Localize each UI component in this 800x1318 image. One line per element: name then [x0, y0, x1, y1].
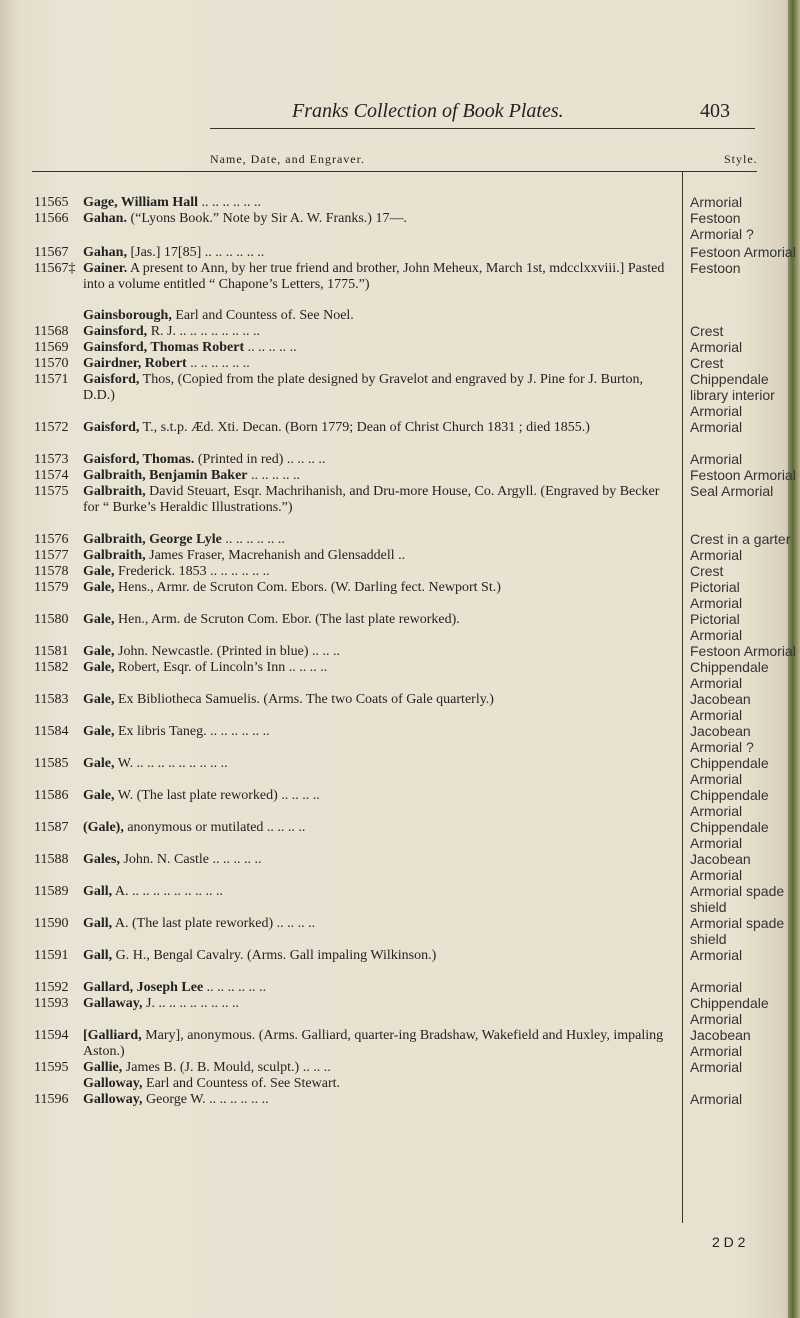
style-label: Crest in a garter [690, 531, 791, 547]
entry-number: 11595 [34, 1060, 69, 1075]
entry-text [83, 644, 667, 660]
entry-name: Galbraith, [83, 548, 146, 563]
entry-details: .. .. .. .. .. [244, 340, 297, 355]
style-label: Chippendale [690, 995, 769, 1011]
entry-name: Gale, [83, 660, 115, 675]
column-heading-name: Name, Date, and Engraver. [210, 152, 365, 166]
entry-name: Gaisford, Thomas. [83, 452, 195, 467]
entry-text [83, 261, 667, 292]
style-label: Armorial [690, 835, 743, 851]
entry-number: 11585 [34, 756, 69, 771]
signature-mark: 2 D 2 [712, 1234, 746, 1250]
entry-name: Gale, [83, 644, 115, 659]
entry-details: A. (The last plate reworked) .. .. .. .. [112, 916, 316, 931]
style-label: Armorial [690, 707, 743, 723]
entry-details: James B. (J. B. Mould, sculpt.) .. .. .. [122, 1060, 331, 1075]
entry-number: 11582 [34, 660, 69, 675]
entry-number: 11588 [34, 852, 69, 867]
entry-text [83, 452, 667, 468]
entry-text [83, 788, 667, 804]
entry-details: A present to Ann, by her true friend and brother, John Meheux, March 1st, mdcclxxviii.] Pasted into a volume entitled “ Chapone’s Letters, 1775.”) [83, 261, 665, 292]
entry-name: Gahan, [83, 245, 127, 260]
entry-details: W. (The last plate reworked) .. .. .. .. [114, 788, 320, 803]
entry-details: Earl and Countess of. See Noel. [171, 308, 354, 323]
entry-text [83, 756, 667, 772]
entry-text [83, 996, 667, 1012]
style-label: Armorial [690, 771, 743, 787]
entry-text [83, 324, 667, 340]
style-label: Festoon [690, 260, 741, 276]
entry-name: Gaisford, [83, 420, 140, 435]
entry-name: Gage, William Hall [83, 195, 198, 210]
entry-number: 11593 [34, 996, 69, 1011]
style-label: Festoon [690, 210, 741, 226]
entry-name: Galbraith, George Lyle [83, 532, 222, 547]
style-label: Armorial spade [690, 915, 785, 931]
entry-number: 11594 [34, 1028, 69, 1043]
entry-name: Galloway, [83, 1092, 143, 1107]
style-label: shield [690, 931, 727, 947]
style-label: Chippendale [690, 787, 769, 803]
entry-text [83, 1028, 667, 1059]
entry-number: 11584 [34, 724, 69, 739]
entry-text [83, 1060, 667, 1076]
entry-number: 11565 [34, 195, 69, 210]
entry-text [83, 548, 667, 564]
entry-text [83, 852, 667, 868]
entry-details: John. N. Castle .. .. .. .. .. [119, 852, 262, 867]
header-rule [210, 128, 755, 129]
entry-name: Gainer. [83, 261, 128, 276]
entry-number: 11589 [34, 884, 69, 899]
entry-name: Gales, [83, 852, 120, 867]
style-label: Armorial [690, 339, 743, 355]
entry-number: 11587 [34, 820, 69, 835]
entry-name: Gale, [83, 724, 115, 739]
style-label: Seal Armorial [690, 483, 774, 499]
column-divider [682, 171, 683, 1223]
entry-details: .. .. .. .. .. .. [186, 356, 250, 371]
entry-name: Gallaway, [83, 996, 143, 1011]
entry-details: .. .. .. .. .. .. [198, 195, 261, 210]
entry-number: 11567 [34, 245, 69, 260]
style-label: Jacobean [690, 723, 751, 739]
entry-number: 11570 [34, 356, 69, 371]
entry-number: 11592 [34, 980, 69, 995]
entry-details: (Printed in red) .. .. .. .. [194, 452, 326, 467]
style-label: Armorial [690, 595, 743, 611]
entry-number: 11577 [34, 548, 69, 563]
entry-number: 11576 [34, 532, 69, 547]
entry-details: anonymous or mutilated .. .. .. .. [123, 820, 306, 835]
entry-text [83, 660, 667, 676]
entry-text [83, 724, 667, 740]
style-label: Pictorial [690, 611, 740, 627]
entry-name: Galbraith, Benjamin Baker [83, 468, 248, 483]
entry-text [83, 1092, 667, 1108]
entry-details: Earl and Countess of. See Stewart. [142, 1076, 341, 1091]
entry-text [83, 420, 667, 436]
entry-text [83, 340, 667, 356]
style-label: Armorial [690, 547, 743, 563]
entry-text [83, 308, 667, 324]
entry-number: 11581 [34, 644, 69, 659]
entry-name: Gairdner, Robert [83, 356, 187, 371]
entry-name: Gall, [83, 916, 113, 931]
entry-number: 11571 [34, 372, 69, 387]
entry-details: J. .. .. .. .. .. .. .. .. [142, 996, 239, 1011]
entry-name: Gainsford, Thomas Robert [83, 340, 245, 355]
entry-details: James Fraser, Macrehanish and Glensaddell .. [145, 548, 406, 563]
entry-text [83, 980, 667, 996]
entry-details: (“Lyons Book.” Note by Sir A. W. Franks.) 17—. [126, 211, 407, 226]
entry-details: T., s.t.p. Æd. Xti. Decan. (Born 1779; Dean of Christ Church 1831 ; died 1855.) [139, 420, 590, 435]
style-label: Chippendale [690, 371, 769, 387]
entry-text [83, 372, 667, 403]
entry-number: 11596 [34, 1092, 69, 1107]
entry-number: 11566 [34, 211, 69, 226]
style-label: Festoon Armorial [690, 643, 796, 659]
entry-name: Galloway, [83, 1076, 143, 1091]
entry-name: Gainsborough, [83, 308, 172, 323]
entry-details: Robert, Esqr. of Lincoln’s Inn .. .. .. .. [114, 660, 328, 675]
style-label: Chippendale [690, 659, 769, 675]
style-label: Crest [690, 355, 724, 371]
entry-text [83, 612, 667, 628]
entry-name: Gale, [83, 692, 115, 707]
entry-number: 11586 [34, 788, 69, 803]
entry-name: (Gale), [83, 820, 124, 835]
entry-details: Thos, (Copied from the plate designed by Gravelot and engraved by J. Pine for J. Burton, D.D.) [83, 372, 644, 403]
entry-name: Gaisford, [83, 372, 140, 387]
style-label: Armorial [690, 947, 743, 963]
entry-details: David Steuart, Esqr. Machrihanish, and Dru-more House, Co. Argyll. (Engraved by Becker for “ Burke’s Heraldic Illustrations.”) [83, 484, 660, 515]
entry-details: .. .. .. .. .. .. [221, 532, 285, 547]
entry-number: 11569 [34, 340, 69, 355]
entry-text [83, 692, 667, 708]
entry-number: 11575 [34, 484, 69, 499]
style-label: Armorial [690, 979, 743, 995]
style-label: Armorial [690, 403, 743, 419]
style-label: Armorial [690, 1091, 743, 1107]
style-label: Chippendale [690, 755, 769, 771]
entry-text [83, 195, 667, 211]
entry-text [83, 356, 667, 372]
entry-details: .. .. .. .. .. .. [203, 980, 267, 995]
entry-text [83, 245, 667, 261]
entry-number: 11590 [34, 916, 69, 931]
entry-text [83, 564, 667, 580]
entry-text [83, 211, 667, 227]
style-label: Armorial [690, 1011, 743, 1027]
style-label: shield [690, 899, 727, 915]
entry-details: Hens., Armr. de Scruton Com. Ebors. (W. Darling fect. Newport St.) [114, 580, 501, 595]
style-label: Festoon Armorial [690, 244, 796, 260]
entry-text [83, 884, 667, 900]
style-label: Armorial [690, 803, 743, 819]
style-label: Armorial [690, 867, 743, 883]
entry-text [83, 484, 667, 515]
style-label: Armorial spade [690, 883, 785, 899]
style-label: Armorial ? [690, 739, 754, 755]
style-label: Jacobean [690, 1027, 751, 1043]
style-label: Armorial [690, 627, 743, 643]
style-label: Armorial [690, 451, 743, 467]
entry-details: [Jas.] 17[85] .. .. .. .. .. .. [126, 245, 265, 260]
style-label: library interior [690, 387, 775, 403]
style-label: Armorial [690, 194, 743, 210]
entry-name: Gallard, Joseph Lee [83, 980, 204, 995]
entry-details: A. .. .. .. .. .. .. .. .. .. [112, 884, 224, 899]
entry-details: Hen., Arm. de Scruton Com. Ebor. (The last plate reworked). [114, 612, 460, 627]
entry-name: Gallie, [83, 1060, 123, 1075]
entry-name: Galbraith, [83, 484, 146, 499]
column-heading-style: Style. [724, 152, 758, 166]
style-label: Armorial [690, 1043, 743, 1059]
entry-name: [Galliard, [83, 1028, 142, 1043]
running-title: Franks Collection of Book Plates. [292, 100, 564, 122]
entry-text [83, 532, 667, 548]
style-label: Armorial [690, 1059, 743, 1075]
style-label: Armorial [690, 419, 743, 435]
entry-name: Gall, [83, 948, 113, 963]
style-label: Festoon Armorial [690, 467, 796, 483]
entry-number: 11579 [34, 580, 69, 595]
entry-details: John. Newcastle. (Printed in blue) .. .. .. [114, 644, 341, 659]
style-label: Armorial ? [690, 226, 754, 242]
entry-text [83, 948, 667, 964]
entry-name: Gale, [83, 580, 115, 595]
entry-text [83, 820, 667, 836]
style-label: Jacobean [690, 851, 751, 867]
entry-number: 11568 [34, 324, 69, 339]
style-label: Jacobean [690, 691, 751, 707]
entry-details: R. J. .. .. .. .. .. .. .. .. [147, 324, 260, 339]
entry-text [83, 580, 667, 596]
entry-details: Ex libris Taneg. .. .. .. .. .. .. [114, 724, 270, 739]
entry-number: 11583 [34, 692, 69, 707]
entry-text [83, 916, 667, 932]
entry-name: Gale, [83, 564, 115, 579]
entry-details: .. .. .. .. .. [247, 468, 301, 483]
entry-number: 11591 [34, 948, 69, 963]
entry-text [83, 468, 667, 484]
entry-name: Gale, [83, 756, 115, 771]
entry-number: 11567‡ [34, 261, 76, 276]
entry-details: George W. .. .. .. .. .. .. [142, 1092, 269, 1107]
page-number: 403 [700, 100, 730, 122]
entry-name: Gahan. [83, 211, 127, 226]
entry-number: 11572 [34, 420, 69, 435]
entry-text [83, 1076, 667, 1092]
entry-details: W. .. .. .. .. .. .. .. .. .. [114, 756, 228, 771]
entry-details: Ex Bibliotheca Samuelis. (Arms. The two Coats of Gale quarterly.) [114, 692, 494, 707]
entry-number: 11573 [34, 452, 69, 467]
entry-details: G. H., Bengal Cavalry. (Arms. Gall impaling Wilkinson.) [112, 948, 437, 963]
entry-name: Gall, [83, 884, 113, 899]
style-label: Pictorial [690, 579, 740, 595]
style-label: Armorial [690, 675, 743, 691]
entry-details: Frederick. 1853 .. .. .. .. .. .. [114, 564, 270, 579]
column-heading-rule [32, 171, 757, 172]
style-label: Crest [690, 563, 724, 579]
entry-number: 11578 [34, 564, 69, 579]
entry-details: Mary], anonymous. (Arms. Galliard, quarter-ing Bradshaw, Wakefield and Huxley, impaling Aston.) [83, 1028, 664, 1059]
style-label: Crest [690, 323, 724, 339]
entry-number: 11580 [34, 612, 69, 627]
entry-name: Gale, [83, 612, 115, 627]
entry-number: 11574 [34, 468, 69, 483]
entry-name: Gainsford, [83, 324, 148, 339]
entry-name: Gale, [83, 788, 115, 803]
style-label: Chippendale [690, 819, 769, 835]
